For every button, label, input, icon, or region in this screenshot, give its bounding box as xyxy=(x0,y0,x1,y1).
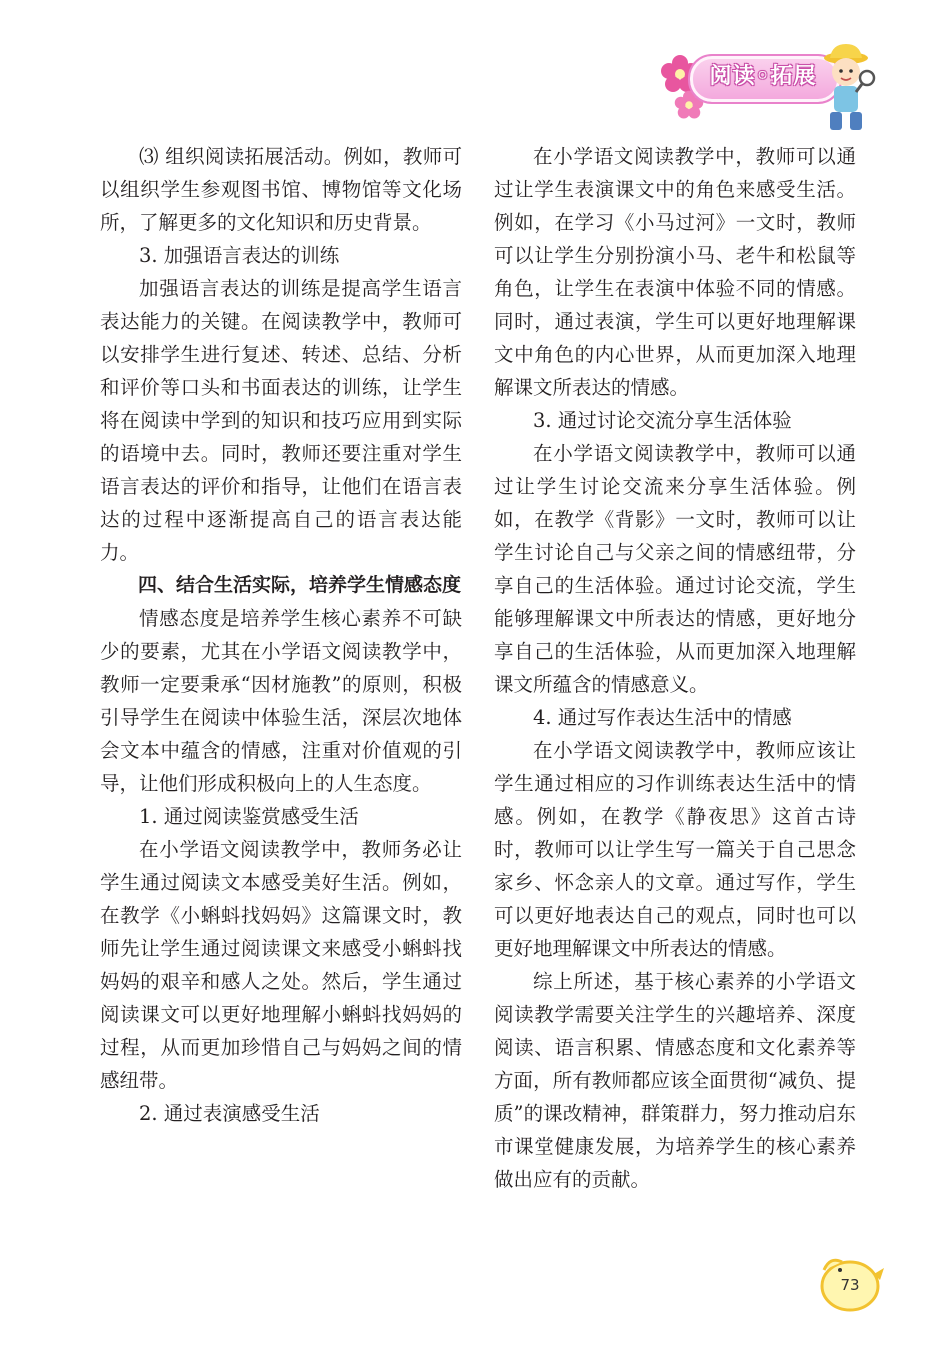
paragraph: 在小学语文阅读教学中，教师应该让学生通过相应的习作训练表达生活中的情感。例如，在教学《静夜思》这首古诗时，教师可以让学生写一篇关于自己思念家乡、怀念亲人的文章。通过写作，学生可以更好地表达自己的观点，同时也可以更好地理解课文中所表达的情感。 xyxy=(494,739,856,960)
left-column xyxy=(100,140,462,1130)
subheading: 2. 通过表演感受生活 xyxy=(139,1102,320,1125)
subheading: 4. 通过写作表达生活中的情感 xyxy=(533,706,792,729)
subheading: 3. 通过讨论交流分享生活体验 xyxy=(533,409,792,432)
header-banner xyxy=(660,44,875,134)
reading-kid-icon xyxy=(820,44,876,134)
paragraph: 综上所述，基于核心素养的小学语文阅读教学需要关注学生的兴趣培养、深度阅读、语言积累、情感态度和文化素养等方面，所有教师都应该全面贯彻“减负、提质”的课改精神，群策群力，努力推动启东市课堂健康发展，为培养学生的核心素养做出应有的贡献。 xyxy=(494,970,856,1191)
paragraph: 在小学语文阅读教学中，教师可以通过让学生讨论交流来分享生活体验。例如，在教学《背影》一文时，教师可以让学生讨论自己与父亲之间的情感纽带，分享自己的生活体验。通过讨论交流，学生能够理解课文中所表达的情感，更好地分享自己的生活体验，从而更加深入地理解课文所蕴含的情感意义。 xyxy=(494,442,856,696)
right-column xyxy=(494,140,856,1196)
paragraph: 在小学语文阅读教学中，教师务必让学生通过阅读文本感受美好生活。例如，在教学《小蝌蚪找妈妈》这篇课文时，教师先让学生通过阅读课文来感受小蝌蚪找妈妈的艰辛和感人之处。然后，学生通过阅读课文可以更好地理解小蝌蚪找妈妈的过程，从而更加珍惜自己与妈妈之间的情感纽带。 xyxy=(100,838,462,1092)
section-heading: 四、结合生活实际，培养学生情感态度 xyxy=(138,574,462,596)
subheading: 1. 通过阅读鉴赏感受生活 xyxy=(139,805,359,828)
paragraph: 情感态度是培养学生核心素养不可缺少的要素，尤其在小学语文阅读教学中，教师一定要秉承“因材施教”的原则，积极引导学生在阅读中体验生活，深层次地体会文本中蕴含的情感，注重对价值观的引导，让他们形成积极向上的人生态度。 xyxy=(100,607,462,795)
paragraph: 加强语言表达的训练是提高学生语言表达能力的关键。在阅读教学中，教师可以安排学生进行复述、转述、总结、分析和评价等口头和书面表达的训练，让学生将在阅读中学到的知识和技巧应用到实际的语境中去。同时，教师还要注重对学生语言表达的评价和指导，让他们在语言表达的过程中逐渐提高自己的语言表达能力。 xyxy=(100,277,462,564)
page-number-badge xyxy=(812,1252,888,1316)
paragraph: ⑶ 组织阅读拓展活动。例如，教师可以组织学生参观图书馆、博物馆等文化场所，了解更多的文化知识和历史背景。 xyxy=(100,145,462,234)
page-number: 73 xyxy=(840,1276,860,1294)
banner-title: 阅读◦拓展 xyxy=(709,64,817,89)
subheading: 3. 加强语言表达的训练 xyxy=(139,244,340,267)
paragraph: 在小学语文阅读教学中，教师可以通过让学生表演课文中的角色来感受生活。例如，在学习《小马过河》一文时，教师可以让学生分别扮演小马、老牛和松鼠等角色，让学生在表演中体验不同的情感。同时，通过表演，学生可以更好地理解课文中角色的内心世界，从而更加深入地理解课文所表达的情感。 xyxy=(494,145,856,399)
